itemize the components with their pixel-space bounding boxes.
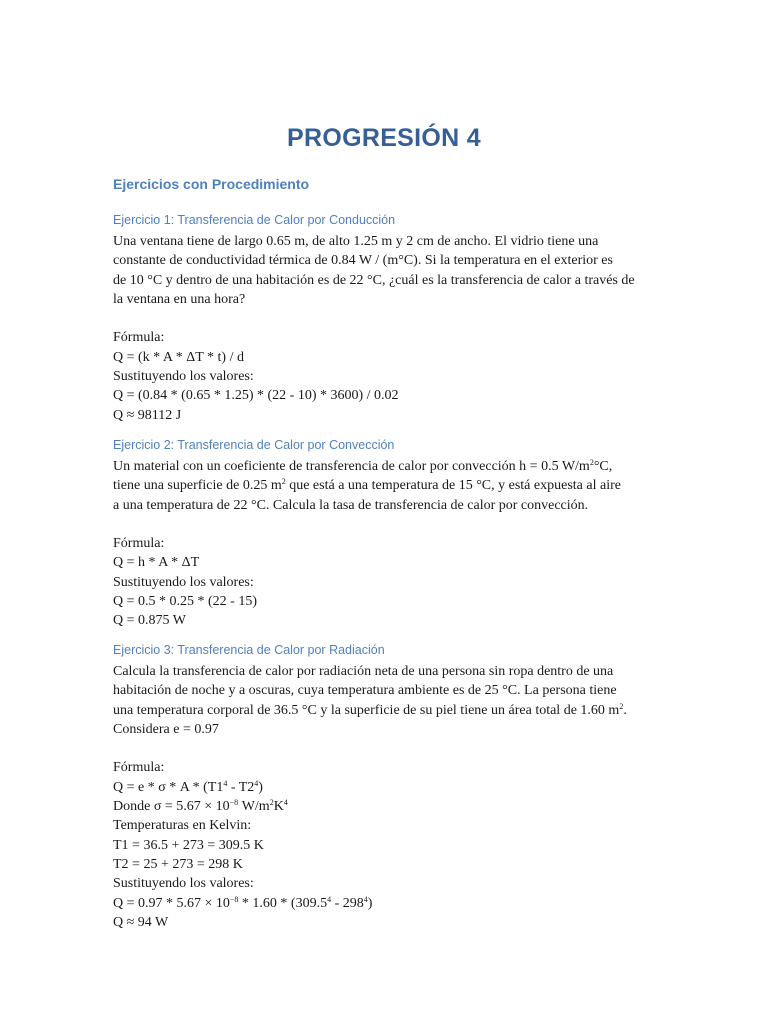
exercise-1-subst-label: Sustituyendo los valores: bbox=[113, 369, 254, 385]
exercise-3-t2: T2 = 25 + 273 = 298 K bbox=[113, 856, 243, 872]
exercise-2-body bbox=[113, 457, 673, 631]
exercise-1-body bbox=[113, 232, 673, 425]
exercise-2-result: Q = 0.875 W bbox=[113, 613, 186, 629]
section-subtitle: Ejercicios con Procedimiento bbox=[113, 176, 310, 192]
exercise-2-formula-label: Fórmula: bbox=[113, 536, 165, 552]
exercise-3-statement-line: Considera e = 0.97 bbox=[113, 721, 219, 737]
exercise-2-statement-line: Un material con un coeficiente de transferencia de calor por convección h = 0.5 $W/m^2^\circ C$, bbox=[113, 458, 613, 474]
exercise-3-kelvin-label: Temperaturas en Kelvin: bbox=[113, 818, 252, 834]
exercise-3-body bbox=[113, 662, 673, 932]
exercise-3-subst-label: Sustituyendo los valores: bbox=[113, 876, 254, 892]
exercise-2-statement-line: a una temperatura de 22 °C. Calcula la tasa de transferencia de calor por convección. bbox=[113, 497, 589, 513]
exercise-3-heading: Ejercicio 3: Transferencia de Calor por Radiación bbox=[113, 643, 385, 657]
exercise-1-subst: Q = (0.84 * (0.65 * 1.25) * (22 - 10) * 3600) / 0.02 bbox=[113, 388, 399, 404]
exercise-3-t1: T1 = 36.5 + 273 = 309.5 K bbox=[113, 837, 264, 853]
exercise-3-subst: $Q = 0.97 * 5.67 \times 10^{-8} * 1.60 * (309.5^4 - 298^4)$ bbox=[113, 894, 373, 911]
exercise-3-statement-line: Calcula la transferencia de calor por radiación neta de una persona sin ropa dentro de una bbox=[113, 664, 614, 679]
exercise-2-statement-line: tiene una superficie de 0.25 $m^2$ que está a una temperatura de 15 °C, y está expuesta al aire bbox=[113, 477, 621, 494]
exercise-1-statement-line: de 10 °C y dentro de una habitación es de 22 °C, ¿cuál es la transferencia de calor a través de bbox=[113, 272, 635, 288]
exercise-1-statement-line: Una ventana tiene de largo 0.65 m, de alto 1.25 m y 2 cm de ancho. El vidrio tiene una bbox=[113, 234, 599, 249]
exercise-2-subst: Q = 0.5 * 0.25 * (22 - 15) bbox=[113, 594, 257, 610]
exercise-3-statement-line: habitación de noche y a oscuras, cuya temperatura ambiente es de 25 °C. La persona tiene bbox=[113, 683, 617, 699]
exercise-3-formula: $Q = e * \sigma * A * (T1^4 - T2^4)$ bbox=[113, 778, 263, 795]
exercise-2-subst-label: Sustituyendo los valores: bbox=[113, 574, 254, 590]
exercise-1-formula-label: Fórmula: bbox=[113, 330, 165, 346]
exercise-2-formula: Q = h * A * ΔT bbox=[113, 555, 200, 571]
exercise-1-heading: Ejercicio 1: Transferencia de Calor por Conducción bbox=[113, 213, 396, 227]
page-title: PROGRESIÓN 4 bbox=[287, 124, 481, 152]
exercise-3-result: Q ≈ 94 W bbox=[113, 914, 169, 930]
exercise-1-statement-line: constante de conductividad térmica de 0.84 W / (m°C). Si la temperatura en el exterior es bbox=[113, 253, 613, 269]
exercise-1-statement-line: la ventana en una hora? bbox=[113, 291, 246, 307]
exercise-3-sigma: Donde $\sigma = 5.67 \times 10^{-8}$ $W/m^2K^4$ bbox=[113, 798, 288, 815]
exercise-3-formula-label: Fórmula: bbox=[113, 760, 165, 776]
exercise-3-statement-line: una temperatura corporal de 36.5 °C y la superficie de su piel tiene un área total de 1.60 $m^2$. bbox=[113, 701, 627, 718]
exercise-1-result: Q ≈ 98112 J bbox=[113, 407, 182, 423]
exercise-2-heading: Ejercicio 2: Transferencia de Calor por Convección bbox=[113, 438, 395, 452]
exercise-1-formula: Q = (k * A * ΔT * t) / d bbox=[113, 349, 244, 365]
